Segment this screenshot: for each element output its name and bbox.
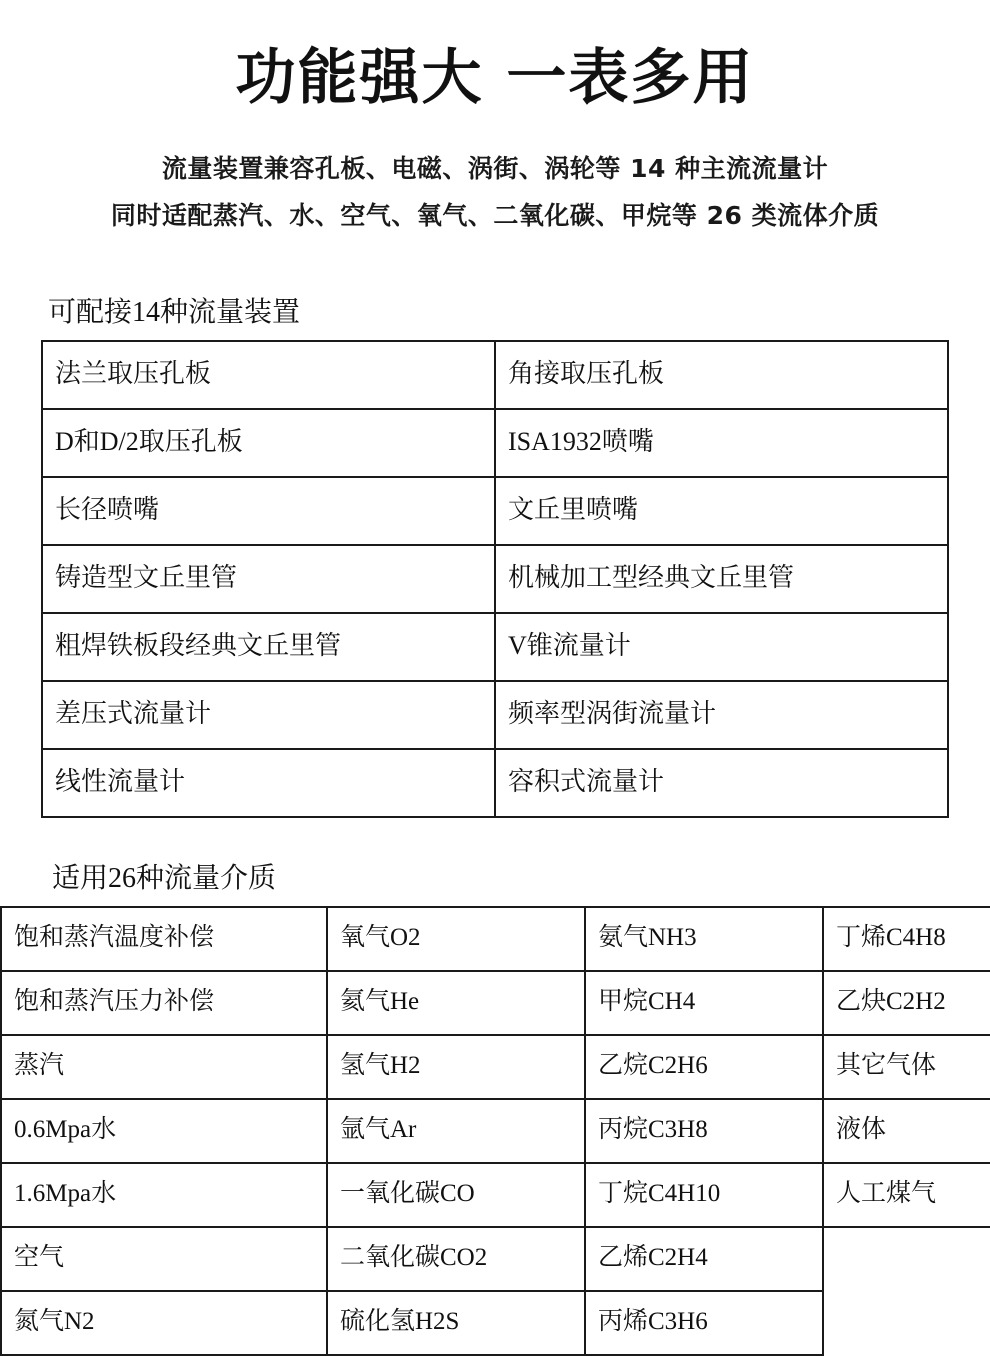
table-cell: 粗焊铁板段经典文丘里管 — [42, 613, 495, 681]
table-cell: 乙烯C2H4 — [585, 1227, 823, 1291]
table-row — [42, 749, 948, 817]
table-cell: 丁烷C4H10 — [585, 1163, 823, 1227]
table-cell: 差压式流量计 — [42, 681, 495, 749]
table-cell: V锥流量计 — [495, 613, 948, 681]
table-cell: 0.6Mpa水 — [1, 1099, 327, 1163]
table-row — [42, 409, 948, 477]
devices-table-body — [42, 341, 948, 817]
subtitle-line-2: 同时适配蒸汽、水、空气、氧气、二氧化碳、甲烷等 26 类流体介质 — [110, 201, 880, 230]
table-row — [1, 1163, 990, 1227]
table-cell: 氨气NH3 — [585, 907, 823, 971]
table-row — [1, 1035, 990, 1099]
table-cell: 氧气O2 — [327, 907, 585, 971]
table-cell: D和D/2取压孔板 — [42, 409, 495, 477]
table-cell: 氮气N2 — [1, 1291, 327, 1355]
media-table-body — [1, 907, 990, 1355]
table-cell: 丁烯C4H8 — [823, 907, 990, 971]
subtitle-line-1: 流量装置兼容孔板、电磁、涡街、涡轮等 14 种主流流量计 — [161, 154, 829, 183]
table-cell: 空气 — [1, 1227, 327, 1291]
devices-section — [0, 290, 990, 818]
table-cell: 长径喷嘴 — [42, 477, 495, 545]
table-cell-empty — [823, 1291, 990, 1355]
table-cell: 其它气体 — [823, 1035, 990, 1099]
table-row — [1, 907, 990, 971]
table-row — [1, 1291, 990, 1355]
table-cell: 乙烷C2H6 — [585, 1035, 823, 1099]
table-cell: 1.6Mpa水 — [1, 1163, 327, 1227]
table-cell: 氩气Ar — [327, 1099, 585, 1163]
table-cell: 法兰取压孔板 — [42, 341, 495, 409]
table-row — [1, 1227, 990, 1291]
table-cell: 氢气H2 — [327, 1035, 585, 1099]
table-cell: 蒸汽 — [1, 1035, 327, 1099]
subtitle-block — [0, 156, 990, 228]
table-cell: 甲烷CH4 — [585, 971, 823, 1035]
table-cell: 饱和蒸汽压力补偿 — [1, 971, 327, 1035]
table-row — [1, 1099, 990, 1163]
table-cell: 文丘里喷嘴 — [495, 477, 948, 545]
table-row — [1, 971, 990, 1035]
devices-table — [41, 340, 949, 818]
table-row — [42, 545, 948, 613]
table-row — [42, 681, 948, 749]
media-table — [0, 906, 990, 1356]
table-cell-empty — [823, 1227, 990, 1291]
table-cell: 频率型涡街流量计 — [495, 681, 948, 749]
table-row — [42, 613, 948, 681]
media-heading: 适用26种流量介质 — [52, 863, 277, 894]
table-cell: 一氧化碳CO — [327, 1163, 585, 1227]
table-cell: 乙炔C2H2 — [823, 971, 990, 1035]
table-cell: 液体 — [823, 1099, 990, 1163]
table-cell: ISA1932喷嘴 — [495, 409, 948, 477]
table-row — [42, 341, 948, 409]
page-root — [0, 30, 990, 1336]
table-cell: 饱和蒸汽温度补偿 — [1, 907, 327, 971]
table-cell: 铸造型文丘里管 — [42, 545, 495, 613]
devices-heading: 可配接14种流量装置 — [48, 297, 301, 328]
table-row — [42, 477, 948, 545]
table-cell: 二氧化碳CO2 — [327, 1227, 585, 1291]
table-cell: 容积式流量计 — [495, 749, 948, 817]
table-cell: 线性流量计 — [42, 749, 495, 817]
table-cell: 人工煤气 — [823, 1163, 990, 1227]
table-cell: 机械加工型经典文丘里管 — [495, 545, 948, 613]
table-cell: 丙烷C3H8 — [585, 1099, 823, 1163]
table-cell: 硫化氢H2S — [327, 1291, 585, 1355]
table-cell: 丙烯C3H6 — [585, 1291, 823, 1355]
media-section — [0, 856, 990, 1356]
page-title: 功能强大 一表多用 — [235, 43, 755, 113]
table-cell: 氦气He — [327, 971, 585, 1035]
table-cell: 角接取压孔板 — [495, 341, 948, 409]
